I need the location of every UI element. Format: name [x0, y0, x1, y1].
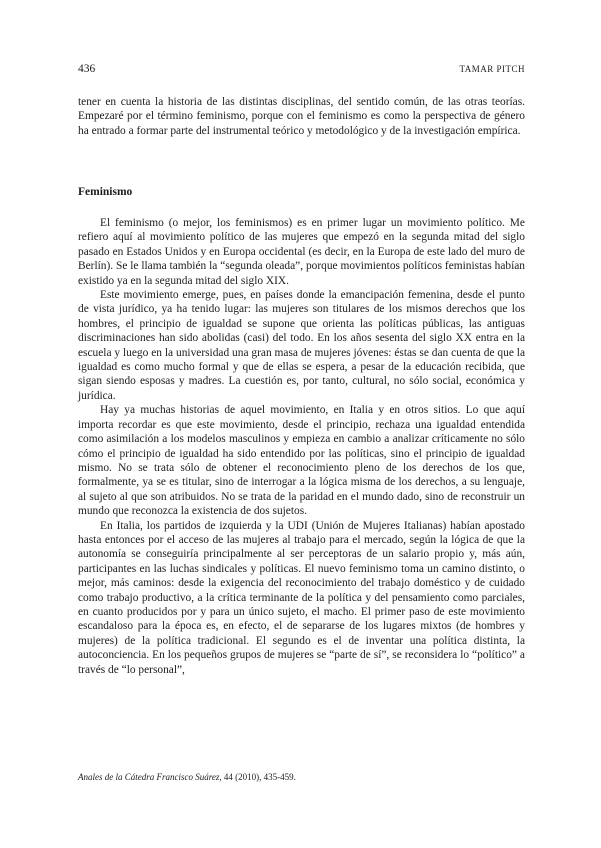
paragraph-2: Este movimiento emerge, pues, en países donde la emancipación femenina, desde el punto de vista jurídico, ya ha tenido lugar: las mujeres son titulares de los mismos derechos que los hombres, el principio de igualdad se supone que orienta las políticas públicas, las antiguas discriminaciones han sido abolidas (casi) del todo. En los años sesenta del siglo XX entra en la escuela y luego en la universidad una gran masa de mujeres jóvenes: éstas se dan cuenta de que la igualdad es como mucho formal y que de ellas se espera, a pesar de la educación recibida, que sigan siendo esposas y madres. La cuestión es, por tanto, cultural, no sólo social, económica y jurídica.: [78, 289, 525, 402]
section-body: [78, 216, 525, 677]
footer-citation: [78, 772, 296, 782]
page-number: 436: [78, 63, 96, 75]
journal-name: Anales de la Cátedra Francisco Suárez: [78, 772, 220, 782]
citation-detail: , 44 (2010), 435-459.: [219, 772, 296, 782]
paragraph-3: Hay ya muchas historias de aquel movimiento, en Italia y en otros sitios. Lo que aquí importa recordar es que este movimiento, desde el principio, rechaza una igualdad entendida como asimilación a los modelos masculinos y empieza en cambio a analizar críticamente no sólo cómo el principio de igualdad ha sido entendido por las políticas, sino el principio de igualdad mismo. No se trata sólo de obtener el reconocimiento pleno de los derechos de los que, formalmente, ya se es titular, sino de interrogar a la lógica misma de los derechos, a su lenguaje, al sujeto al que son atribuidos. No se trata de la paridad en el mundo dado, sino de reconstruir un mundo que reconozca la existencia de dos sujetos.: [78, 404, 525, 518]
section-heading: Feminismo: [78, 186, 133, 198]
intro-block: [78, 95, 525, 138]
paragraph-4: En Italia, los partidos de izquierda y la UDI (Unión de Mujeres Italianas) habían apostado hasta entonces por el acceso de las mujeres al trabajo para el mercado, según la lógica de que la autonomía se conseguiría principalmente al ser perceptoras de un salario propio y, más aún, participantes en las luchas sindicales y políticas. El nuevo feminismo toma un camino distinto, o mejor, más caminos: desde la exigencia del reconocimiento del trabajo doméstico y de cuidado como trabajo productivo, a la crítica terminante de la política y del pensamiento como parciales, en cuanto producidos por y para un único sujeto, el macho. El primer paso de este movimiento escandaloso para la época es, en efecto, el de separarse de los lugares mixtos (de hombres y mujeres) de la política tradicional. El segundo es el de inventar una política distinta, la autoconciencia. En los pequeños grupos de mujeres se “parte de sí”, se reconsidera lo “político” a través de “lo personal”,: [78, 519, 525, 676]
paragraph-1: El feminismo (o mejor, los feminismos) es en primer lugar un movimiento político. Me refiero aquí al movimiento político de las mujeres que empezó en la segunda mitad del siglo pasado en Estados Unidos y en Europa occidental (es decir, en la Europa de este lado del muro de Berlín). Se le llama también la “segunda oleada”, porque movimientos políticos feministas habían existido ya en la segunda mitad del siglo XIX.: [78, 217, 525, 287]
running-head: TAMAR PITCH: [459, 64, 525, 74]
intro-paragraph: tener en cuenta la historia de las distintas disciplinas, del sentido común, de las otras teorías. Empezaré por el término feminismo, porque con el feminismo es como la perspectiva de género ha entrado a formar parte del instrumental teórico y metodológico y de la investigación empírica.: [78, 96, 525, 137]
